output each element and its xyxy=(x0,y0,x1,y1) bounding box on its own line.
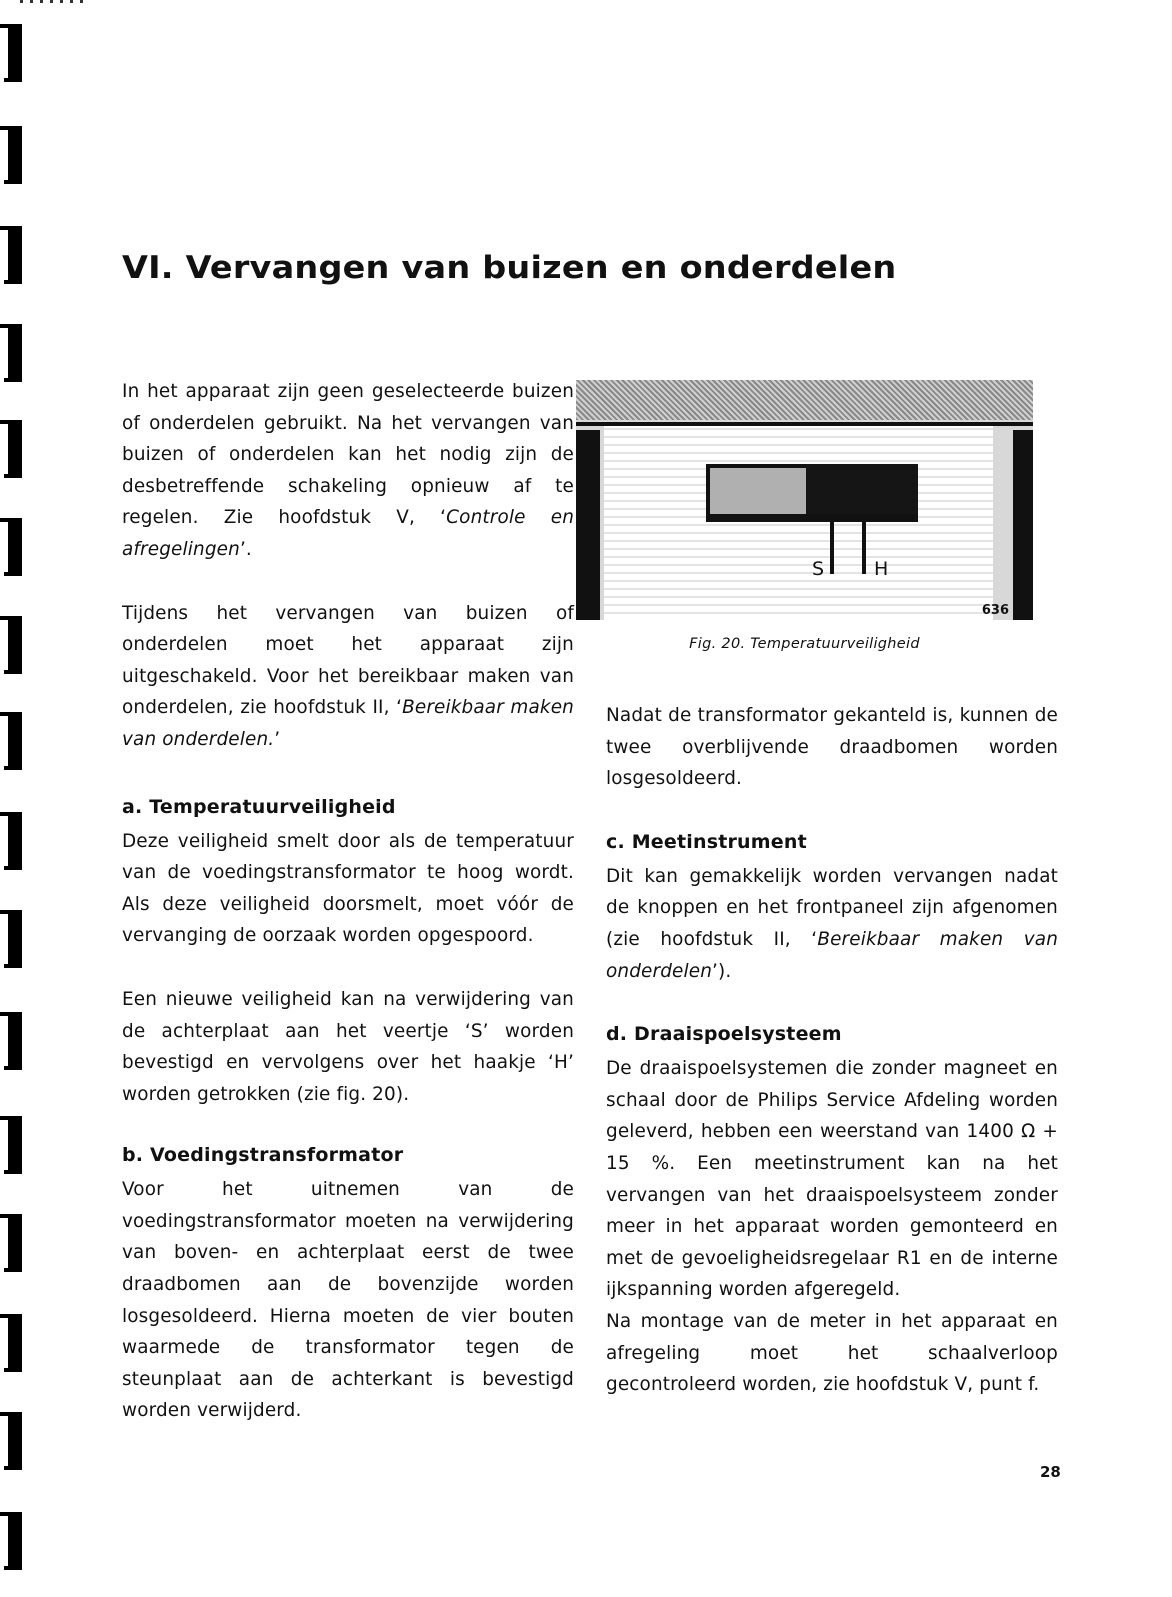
section-b-paragraph-2: Nadat de transformator gekanteld is, kunnen de twee overblijvende draadbomen worden losgesoldeerd. xyxy=(606,705,1058,790)
intro-paragraph-2: Tijdens het vervangen van buizen of onderdelen moet het apparaat zijn uitgeschakeld. Voor het bereikbaar maken van onderdelen, zie hoofdstuk II, ‘Bereikbaar maken van onderdelen.’ xyxy=(122,602,574,750)
section-b-paragraph-1: Voor het uitnemen van de voedingstransformator moeten na verwijdering van boven- en achterplaat eerst de twee draadbomen aan de bovenzijde worden losgesoldeerd. Hierna moeten de vier bouten waarmede de transformator tegen de steunplaat aan de achterkant is bevestigd worden verwijderd. xyxy=(122,1179,574,1422)
binding-ring xyxy=(4,1012,22,1070)
figure-label-h: H xyxy=(874,558,889,580)
photo-number: 636 xyxy=(981,603,1009,618)
section-d-paragraph-2: Na montage van de meter in het apparaat en afregeling moet het schaalverloop gecontroleerd worden, zie hoofdstuk V, punt f. xyxy=(606,1310,1058,1396)
hook-h-pointer xyxy=(862,520,866,574)
figure-photo-temperature-fuse xyxy=(576,380,1033,620)
chapter-reference: Bereikbaar maken van onderdelen xyxy=(606,928,1059,982)
intro-paragraph-1: In het apparaat zijn geen geselecteerde buizen of onderdelen gebruikt. Na het vervangen van buizen of onderdelen kan het nodig zijn de desbetreffende schakeling opnieuw af te regelen. Zie hoofdstuk V, ‘Controle en afregelingen’. xyxy=(122,381,574,560)
binding-ring xyxy=(4,420,22,478)
chapter-title: VI. Vervangen van buizen en onderdelen xyxy=(122,250,897,286)
binding-ring xyxy=(4,1412,22,1470)
left-column xyxy=(122,376,574,1427)
binding-ring xyxy=(4,910,22,968)
binding-ring xyxy=(4,1314,22,1372)
binding-ring xyxy=(4,616,22,674)
binding-ring xyxy=(4,1214,22,1272)
binding-ring xyxy=(4,324,22,382)
section-heading: c. Meetinstrument xyxy=(606,830,807,853)
chapter-reference: Controle en afregelingen xyxy=(122,507,574,560)
section-d-paragraph-1: De draaispoelsystemen die zonder magneet en schaal door de Philips Service Afdeling worden geleverd, hebben een weerstand van 1400 Ω + 15 %. Een meetinstrument kan na het vervangen van het draaispoelsysteem zonder meer in het apparaat worden gemonteerd en met de gevoeligheidsregelaar R1 en de interne ijkspanning worden afgeregeld. xyxy=(606,1058,1058,1301)
section-heading: d. Draaispoelsysteem xyxy=(606,1023,842,1046)
section-c-paragraph-1: Dit kan gemakkelijk worden vervangen nadat de knoppen en het frontpaneel zijn afgenomen (zie hoofdstuk II, ‘Bereikbaar maken van onderdelen’). xyxy=(606,865,1059,982)
section-c xyxy=(606,831,1058,987)
section-a-paragraph-2: Een nieuwe veiligheid kan na verwijdering van de achterplaat aan het veertje ‘S’ worden bevestigd en vervolgens over het haakje ‘H’ worden getrokken (zie fig. 20). xyxy=(122,988,574,1105)
section-d xyxy=(606,1023,1058,1401)
chapter-reference: Bereikbaar maken van onderdelen. xyxy=(122,697,574,750)
scan-artifact xyxy=(20,0,90,3)
section-a-paragraph-1: Deze veiligheid smelt door als de temperatuur van de voedingstransformator te hoog wordt. Als deze veiligheid doorsmelt, moet vóór de vervanging de oorzaak worden opgespoord. xyxy=(122,830,574,947)
spring-s-pointer xyxy=(830,522,834,574)
binding-ring xyxy=(4,1116,22,1174)
right-column xyxy=(606,700,1058,1401)
section-heading: b. Voedingstransformator xyxy=(122,1144,404,1167)
binding-ring xyxy=(4,1512,22,1570)
binding-ring xyxy=(4,812,22,870)
binding-ring xyxy=(4,226,22,284)
section-heading: a. Temperatuurveiligheid xyxy=(122,795,396,818)
page-number: 28 xyxy=(1040,1463,1061,1481)
binding-ring xyxy=(4,126,22,184)
figure-label-s: S xyxy=(812,558,825,580)
figure-caption: Fig. 20. Temperatuurveiligheid xyxy=(689,636,920,652)
binding-ring xyxy=(4,24,22,82)
section-b xyxy=(122,1144,574,1427)
binding-ring xyxy=(4,712,22,770)
binding-ring xyxy=(4,518,22,576)
section-a xyxy=(122,796,574,1111)
